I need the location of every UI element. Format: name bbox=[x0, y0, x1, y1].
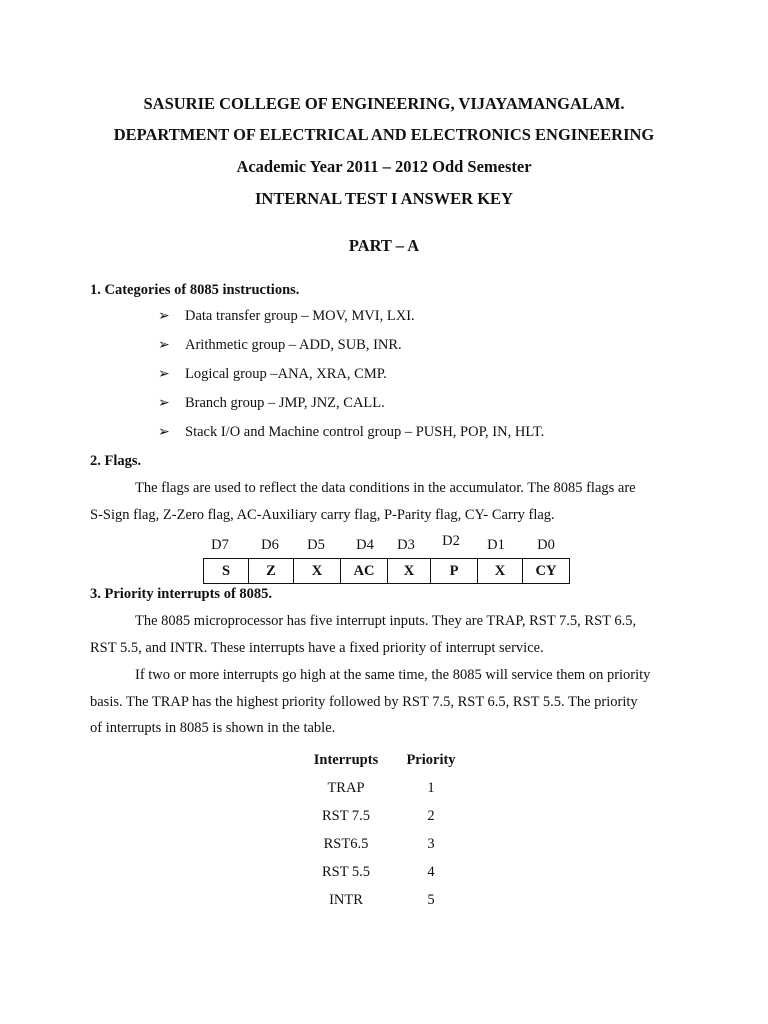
arrow-bullet-icon: ➢ bbox=[158, 309, 170, 324]
bit-label: D3 bbox=[397, 537, 415, 553]
arrow-bullet-icon: ➢ bbox=[158, 338, 170, 353]
list-item: ➢ Branch group – JMP, JNZ, CALL. bbox=[158, 395, 385, 411]
bit-label: D7 bbox=[211, 537, 229, 553]
arrow-bullet-icon: ➢ bbox=[158, 367, 170, 382]
flag-cell: X bbox=[478, 559, 523, 584]
list-item: ➢ Stack I/O and Machine control group – PUSH, POP, IN, HLT. bbox=[158, 424, 545, 440]
flag-cell: AC bbox=[341, 559, 388, 584]
table-cell: RST 5.5 bbox=[321, 864, 371, 880]
table-cell: 5 bbox=[427, 892, 435, 908]
q3-para2-line-3: of interrupts in 8085 is shown in the table. bbox=[90, 720, 336, 736]
q3-heading: 3. Priority interrupts of 8085. bbox=[90, 586, 273, 602]
table-cell: 4 bbox=[427, 864, 435, 880]
flag-cell: S bbox=[204, 559, 249, 584]
q3-para1-line-2: RST 5.5, and INTR. These interrupts have a fixed priority of interrupt service. bbox=[90, 640, 544, 656]
q1-heading: 1. Categories of 8085 instructions. bbox=[90, 282, 300, 298]
department-name: DEPARTMENT OF ELECTRICAL AND ELECTRONICS ENGINEERING bbox=[113, 125, 655, 144]
table-row bbox=[204, 559, 570, 584]
college-name: SASURIE COLLEGE OF ENGINEERING, VIJAYAMANGALAM. bbox=[143, 94, 625, 113]
q3-para1-line-1: The 8085 microprocessor has five interrupt inputs. They are TRAP, RST 7.5, RST 6.5, bbox=[135, 613, 637, 629]
list-item: ➢ Arithmetic group – ADD, SUB, INR. bbox=[158, 337, 402, 353]
arrow-bullet-icon: ➢ bbox=[158, 425, 170, 440]
table-cell: INTR bbox=[329, 892, 363, 908]
table-cell: 1 bbox=[427, 780, 435, 796]
table-cell: 2 bbox=[427, 808, 435, 824]
flag-cell: P bbox=[431, 559, 478, 584]
part-heading: PART – A bbox=[348, 236, 420, 255]
flag-cell: X bbox=[294, 559, 341, 584]
bit-label: D1 bbox=[487, 537, 505, 553]
q3-para2-line-1: If two or more interrupts go high at the same time, the 8085 will service them on priority bbox=[135, 667, 651, 683]
table-cell: 3 bbox=[427, 836, 435, 852]
bit-label: D4 bbox=[356, 537, 374, 553]
q2-line-2: S-Sign flag, Z-Zero flag, AC-Auxiliary carry flag, P-Parity flag, CY- Carry flag. bbox=[90, 507, 555, 523]
academic-year: Academic Year 2011 – 2012 Odd Semester bbox=[236, 157, 532, 176]
q2-heading: 2. Flags. bbox=[90, 453, 142, 469]
bit-label: D2 bbox=[442, 533, 460, 549]
flag-cell: X bbox=[388, 559, 431, 584]
bit-label: D0 bbox=[537, 537, 555, 553]
bit-label: D5 bbox=[307, 537, 325, 553]
q3-para2-line-2: basis. The TRAP has the highest priority followed by RST 7.5, RST 6.5, RST 5.5. The priority bbox=[90, 694, 638, 710]
document-title: INTERNAL TEST I ANSWER KEY bbox=[255, 189, 513, 208]
list-item: ➢ Data transfer group – MOV, MVI, LXI. bbox=[158, 308, 415, 324]
table-cell: RST6.5 bbox=[323, 836, 369, 852]
list-item: ➢ Logical group –ANA, XRA, CMP. bbox=[158, 366, 387, 382]
flag-cell: Z bbox=[249, 559, 294, 584]
table-cell: RST 7.5 bbox=[321, 808, 371, 824]
bit-label: D6 bbox=[261, 537, 279, 553]
table-header: Priority bbox=[406, 752, 456, 768]
flag-register-table bbox=[203, 558, 570, 584]
q2-line-1: The flags are used to reflect the data conditions in the accumulator. The 8085 flags are bbox=[135, 480, 636, 496]
flag-cell: CY bbox=[523, 559, 570, 584]
table-cell: TRAP bbox=[327, 780, 365, 796]
table-header: Interrupts bbox=[313, 752, 379, 768]
arrow-bullet-icon: ➢ bbox=[158, 396, 170, 411]
